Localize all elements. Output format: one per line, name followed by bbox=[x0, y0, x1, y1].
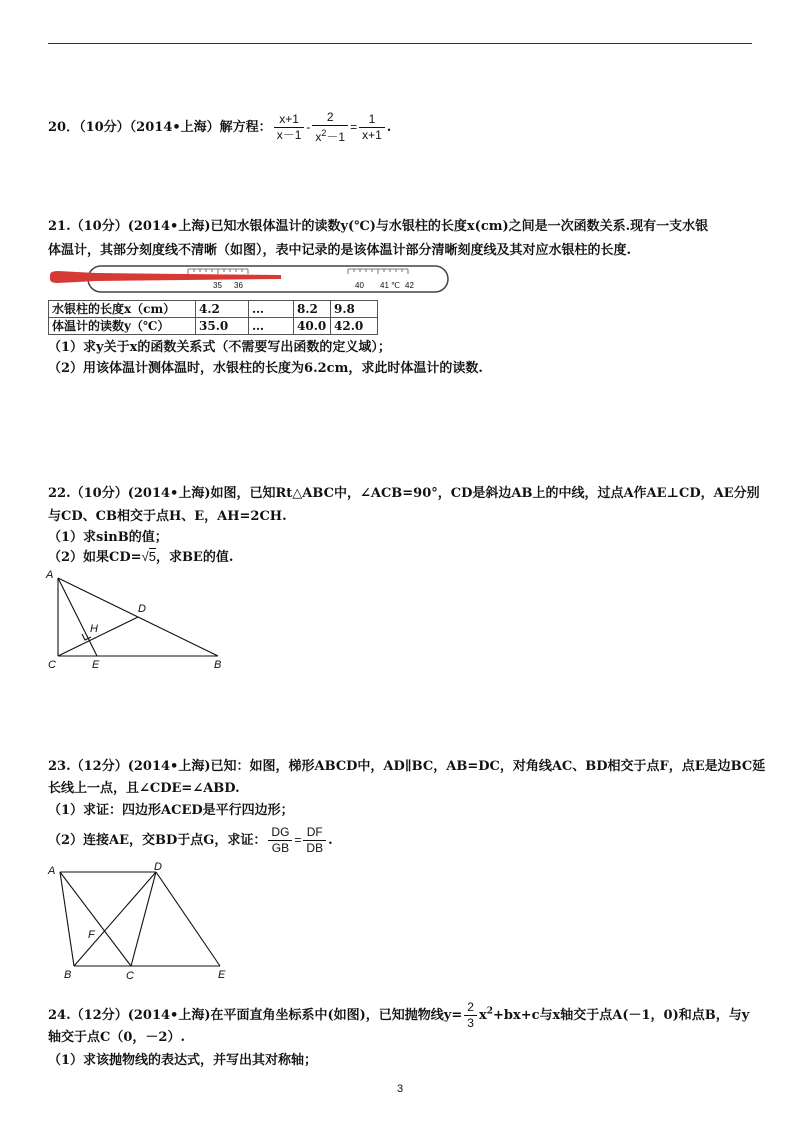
table-cell: … bbox=[249, 301, 294, 318]
table-cell: 35.0 bbox=[196, 318, 249, 335]
tick-label-41: 41 bbox=[380, 281, 389, 290]
q20-minus: - bbox=[306, 120, 311, 134]
table-cell: 体温计的读数y（℃） bbox=[49, 318, 196, 335]
q20-fraction-1: $\frac{x+1}{x-1}$ bbox=[274, 112, 305, 143]
label-D: D bbox=[154, 861, 162, 873]
segment-AC bbox=[60, 872, 131, 966]
label-B: B bbox=[64, 969, 72, 981]
q21-part-2: （2）用该体温计测体温时，水银柱的长度为6.2cm，求此时体温计的读数. bbox=[48, 361, 483, 376]
q22-part-1: （1）求sinB的值； bbox=[48, 530, 168, 545]
table-cell: 4.2 bbox=[196, 301, 249, 318]
label-H: H bbox=[90, 623, 98, 635]
triangle-figure bbox=[44, 568, 234, 672]
table-cell: … bbox=[249, 318, 294, 335]
q23-fraction-2: $\frac{DF}{DB}$ bbox=[303, 825, 326, 856]
q24-line-2: 轴交于点C（0，－2）. bbox=[48, 1030, 185, 1045]
segment-AE bbox=[58, 578, 97, 656]
label-E: E bbox=[92, 659, 100, 671]
label-D: D bbox=[138, 603, 146, 615]
label-A: A bbox=[48, 865, 56, 877]
label-C: C bbox=[48, 659, 56, 671]
q24-part-1: （1）求该抛物线的表达式，并写出其对称轴； bbox=[48, 1053, 318, 1068]
thermometer-figure bbox=[48, 264, 452, 296]
sqrt-5: √5 bbox=[141, 549, 156, 564]
q22-part-2: （2）如果CD=√5，求BE的值. bbox=[48, 549, 234, 565]
q20-fraction-3: $\frac{1}{x+1}$ bbox=[359, 112, 385, 143]
q21-line-2: 体温计，其部分刻度线不清晰（如图），表中记录的是该体温计部分清晰刻度线及其对应水银柱的长度. bbox=[48, 243, 632, 258]
q20-prefix: 20．（10分）（2014•上海）解方程： bbox=[48, 120, 272, 135]
question-20: 20．（10分）（2014•上海）解方程： $\frac{x+1}{x-1}$ - $\frac{2}{x^2-1}$ = $\frac{1}{x+1}$ . bbox=[48, 110, 392, 144]
q24-fraction: $\frac{2}{3}$ bbox=[464, 1000, 477, 1031]
label-A: A bbox=[46, 569, 54, 581]
table-cell: 40.0 bbox=[294, 318, 331, 335]
tick-label-40: 40 bbox=[355, 281, 364, 290]
q22-line-2: 与CD、CB相交于点H、E，AH=2CH. bbox=[48, 509, 287, 524]
table-cell: 水银柱的长度x（cm） bbox=[49, 301, 196, 318]
label-B: B bbox=[214, 659, 222, 671]
q21-part-1: （1）求y关于x的函数关系式（不需要写出函数的定义域）； bbox=[48, 340, 391, 355]
table-row bbox=[49, 318, 378, 335]
q23-fraction-1: $\frac{DG}{GB}$ bbox=[268, 825, 292, 856]
segment-AB bbox=[60, 872, 74, 966]
unit-celsius: ℃ bbox=[391, 281, 400, 290]
q23-part-2: （2）连接AE，交BD于点G，求证： $\frac{DG}{GB}$ = $\frac{DF}{DB}$ . bbox=[48, 825, 333, 855]
header-rule bbox=[48, 43, 752, 44]
label-C: C bbox=[126, 970, 134, 982]
page-number: 3 bbox=[396, 1083, 404, 1095]
q24-line-1: 24.（12分）(2014•上海)在平面直角坐标系中(如图)，已知抛物线y= $\frac{2}{3}$ $x^2+bx+c$与x轴交于点A(－1，0)和点B，与y bbox=[48, 1000, 750, 1030]
tick-label-42: 42 bbox=[405, 281, 414, 290]
q23-line-1: 23.（12分）(2014•上海)已知：如图，梯形ABCD中，AD∥BC，AB=DC，对角线AC、BD相交于点F，点E是边BC延 bbox=[48, 759, 766, 774]
q20-fraction-2: $\frac{2}{x^2-1}$ bbox=[312, 110, 348, 145]
temperature-table bbox=[48, 300, 378, 335]
table-cell: 8.2 bbox=[294, 301, 331, 318]
q23-line-2: 长线上一点，且∠CDE=∠ABD. bbox=[48, 781, 240, 796]
label-F: F bbox=[88, 929, 95, 941]
table-cell: 42.0 bbox=[331, 318, 378, 335]
q23-part-1: （1）求证：四边形ACED是平行四边形； bbox=[48, 803, 294, 818]
segment-CD bbox=[58, 617, 138, 656]
q22-line-1: 22.（10分）(2014•上海)如图，已知Rt△ABC中，∠ACB=90°，CD是斜边AB上的中线，过点A作AE⊥CD，AE分别 bbox=[48, 486, 760, 501]
table-row bbox=[49, 301, 378, 318]
table-cell: 9.8 bbox=[331, 301, 378, 318]
tick-label-36: 36 bbox=[234, 281, 243, 290]
label-E: E bbox=[218, 969, 226, 981]
tick-label-35: 35 bbox=[213, 281, 222, 290]
q21-line-1: 21.（10分）(2014•上海)已知水银体温计的读数y(℃)与水银柱的长度x(cm)之间是一次函数关系.现有一支水银 bbox=[48, 219, 709, 234]
q20-equals: = bbox=[350, 120, 358, 134]
trapezoid-figure bbox=[44, 858, 244, 982]
segment-DE bbox=[156, 872, 220, 966]
